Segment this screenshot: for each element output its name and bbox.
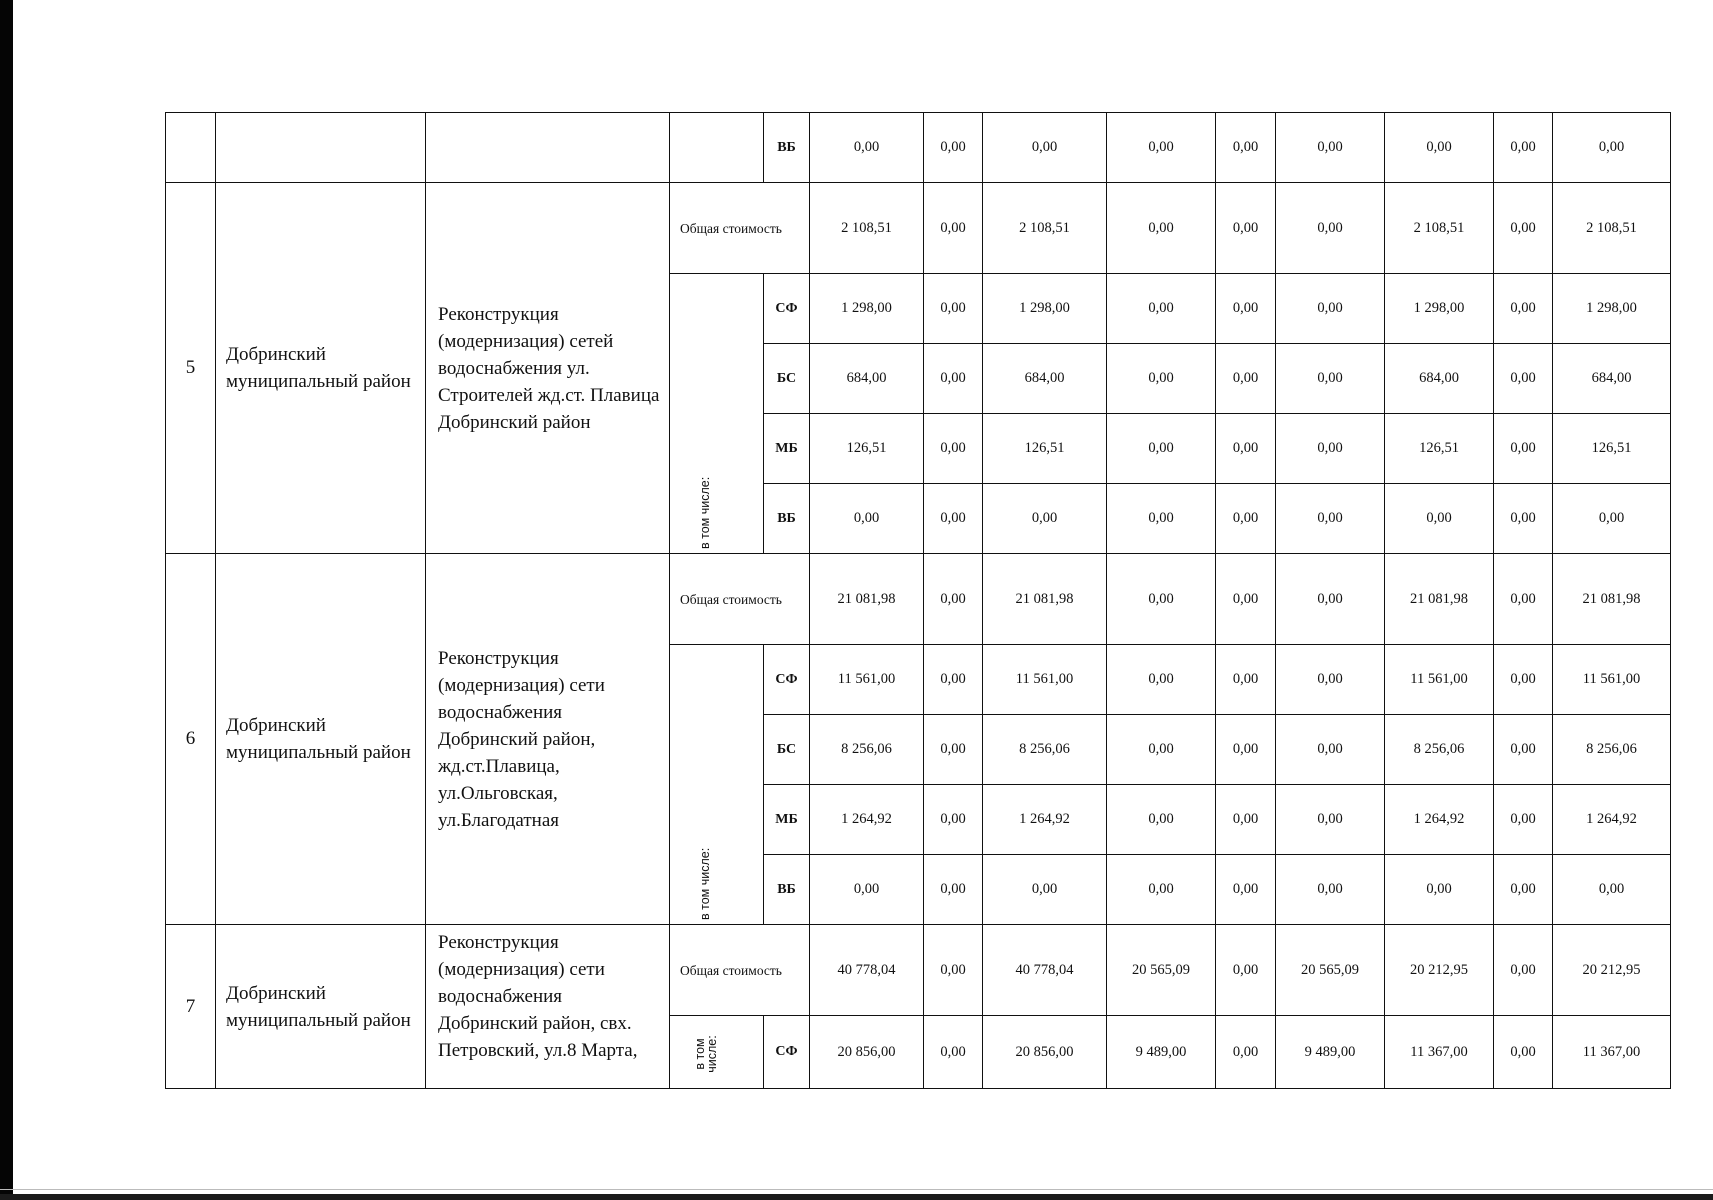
amount-cell: 0,00 (1494, 414, 1553, 484)
amount-cell: 0,00 (1276, 785, 1385, 855)
amount-cell: 0,00 (1385, 855, 1494, 925)
object-name: Реконструкция (модернизация) сети водоснабжения Добринский район, свх. Петровский, ул.8 Марта, (426, 925, 670, 1089)
fund-source-code: ВБ (764, 113, 810, 183)
amount-cell: 0,00 (924, 554, 983, 645)
amount-cell: 2 108,51 (1385, 183, 1494, 274)
amount-cell: 0,00 (983, 484, 1107, 554)
amount-cell: 40 778,04 (983, 925, 1107, 1016)
empty-object-cell (426, 113, 670, 183)
amount-cell: 0,00 (1107, 715, 1216, 785)
amount-cell: 1 298,00 (1385, 274, 1494, 344)
amount-cell: 0,00 (924, 274, 983, 344)
amount-cell: 0,00 (1276, 344, 1385, 414)
amount-cell: 2 108,51 (1553, 183, 1671, 274)
amount-cell: 684,00 (1553, 344, 1671, 414)
including-label-cell (670, 645, 764, 925)
amount-cell: 0,00 (1216, 484, 1276, 554)
object-name: Реконструкция (модернизация) сети водоснабжения Добринский район, жд.ст.Плавица, ул.Ольговская, ул.Благодатная (426, 554, 670, 925)
amount-cell: 0,00 (1107, 113, 1216, 183)
fund-source-code: ВБ (764, 484, 810, 554)
amount-cell: 0,00 (1276, 183, 1385, 274)
scan-bottom-edge (0, 1194, 1713, 1200)
amount-cell: 0,00 (1494, 925, 1553, 1016)
amount-cell: 0,00 (924, 183, 983, 274)
amount-cell: 0,00 (1494, 785, 1553, 855)
amount-cell: 11 367,00 (1385, 1016, 1494, 1089)
amount-cell: 0,00 (1216, 274, 1276, 344)
amount-cell: 684,00 (983, 344, 1107, 414)
amount-cell: 0,00 (1494, 344, 1553, 414)
amount-cell: 0,00 (1494, 484, 1553, 554)
amount-cell: 21 081,98 (810, 554, 924, 645)
amount-cell: 8 256,06 (810, 715, 924, 785)
amount-cell: 0,00 (1276, 855, 1385, 925)
total-cost-label: Общая стоимость (670, 925, 810, 1016)
district-name: Добринский муниципальный район (216, 925, 426, 1089)
amount-cell: 0,00 (1276, 274, 1385, 344)
amount-cell: 1 264,92 (1385, 785, 1494, 855)
amount-cell: 8 256,06 (983, 715, 1107, 785)
amount-cell: 0,00 (1494, 1016, 1553, 1089)
amount-cell: 20 856,00 (983, 1016, 1107, 1089)
amount-cell: 0,00 (810, 855, 924, 925)
amount-cell: 0,00 (1276, 554, 1385, 645)
amount-cell: 0,00 (1276, 113, 1385, 183)
amount-cell: 684,00 (1385, 344, 1494, 414)
amount-cell: 11 561,00 (1385, 645, 1494, 715)
amount-cell: 0,00 (1494, 183, 1553, 274)
amount-cell: 0,00 (1216, 785, 1276, 855)
fund-source-code: ВБ (764, 855, 810, 925)
amount-cell: 0,00 (1216, 183, 1276, 274)
amount-cell: 1 298,00 (1553, 274, 1671, 344)
table-row (166, 554, 1671, 645)
including-label: в том числе: (698, 847, 712, 920)
fund-source-code: БС (764, 715, 810, 785)
fund-source-code: СФ (764, 645, 810, 715)
amount-cell: 0,00 (1276, 484, 1385, 554)
amount-cell: 0,00 (1216, 113, 1276, 183)
amount-cell: 0,00 (1107, 855, 1216, 925)
fund-source-code: СФ (764, 274, 810, 344)
amount-cell: 0,00 (1216, 344, 1276, 414)
amount-cell: 0,00 (1216, 554, 1276, 645)
amount-cell: 0,00 (1107, 274, 1216, 344)
amount-cell: 0,00 (924, 344, 983, 414)
amount-cell: 8 256,06 (1385, 715, 1494, 785)
fund-source-code: МБ (764, 414, 810, 484)
amount-cell: 0,00 (1216, 715, 1276, 785)
amount-cell: 0,00 (1107, 785, 1216, 855)
amount-cell: 11 561,00 (983, 645, 1107, 715)
amount-cell: 0,00 (1107, 554, 1216, 645)
amount-cell: 20 856,00 (810, 1016, 924, 1089)
amount-cell: 0,00 (924, 414, 983, 484)
including-label-cell (670, 1016, 764, 1089)
amount-cell: 20 565,09 (1276, 925, 1385, 1016)
amount-cell: 0,00 (1553, 113, 1671, 183)
including-label: в том числе: (693, 1035, 719, 1073)
row-number: 5 (166, 183, 216, 554)
amount-cell: 9 489,00 (1276, 1016, 1385, 1089)
amount-cell: 0,00 (924, 484, 983, 554)
amount-cell: 0,00 (924, 113, 983, 183)
row-number: 7 (166, 925, 216, 1089)
empty-district-cell (216, 113, 426, 183)
amount-cell: 0,00 (1494, 645, 1553, 715)
amount-cell: 20 212,95 (1385, 925, 1494, 1016)
empty-label-cell (670, 113, 764, 183)
amount-cell: 0,00 (1553, 484, 1671, 554)
fund-source-code: СФ (764, 1016, 810, 1089)
amount-cell: 0,00 (1494, 113, 1553, 183)
amount-cell: 0,00 (983, 855, 1107, 925)
amount-cell: 0,00 (1276, 715, 1385, 785)
amount-cell: 0,00 (924, 1016, 983, 1089)
amount-cell: 20 565,09 (1107, 925, 1216, 1016)
amount-cell: 0,00 (924, 855, 983, 925)
amount-cell: 21 081,98 (1553, 554, 1671, 645)
amount-cell: 0,00 (1107, 414, 1216, 484)
table-row (166, 183, 1671, 274)
amount-cell: 126,51 (1553, 414, 1671, 484)
amount-cell: 684,00 (810, 344, 924, 414)
amount-cell: 0,00 (1107, 484, 1216, 554)
amount-cell: 0,00 (1216, 925, 1276, 1016)
amount-cell: 0,00 (1107, 645, 1216, 715)
amount-cell: 126,51 (810, 414, 924, 484)
amount-cell: 9 489,00 (1107, 1016, 1216, 1089)
amount-cell: 0,00 (1107, 344, 1216, 414)
total-cost-label: Общая стоимость (670, 554, 810, 645)
amount-cell: 0,00 (1553, 855, 1671, 925)
empty-idx-cell (166, 113, 216, 183)
amount-cell: 20 212,95 (1553, 925, 1671, 1016)
financing-table (165, 112, 1671, 1089)
amount-cell: 2 108,51 (983, 183, 1107, 274)
amount-cell: 0,00 (1494, 274, 1553, 344)
including-label: в том числе: (698, 476, 712, 549)
amount-cell: 2 108,51 (810, 183, 924, 274)
amount-cell: 0,00 (1216, 855, 1276, 925)
amount-cell: 21 081,98 (983, 554, 1107, 645)
amount-cell: 1 298,00 (810, 274, 924, 344)
amount-cell: 0,00 (924, 785, 983, 855)
amount-cell: 21 081,98 (1385, 554, 1494, 645)
fund-source-code: МБ (764, 785, 810, 855)
amount-cell: 0,00 (1216, 1016, 1276, 1089)
scan-left-edge (0, 0, 13, 1200)
table-row (166, 925, 1671, 1016)
amount-cell: 11 561,00 (810, 645, 924, 715)
amount-cell: 8 256,06 (1553, 715, 1671, 785)
amount-cell: 0,00 (1494, 554, 1553, 645)
amount-cell: 0,00 (924, 715, 983, 785)
district-name: Добринский муниципальный район (216, 554, 426, 925)
amount-cell: 0,00 (810, 113, 924, 183)
row-number: 6 (166, 554, 216, 925)
table-row (166, 113, 1671, 183)
amount-cell: 0,00 (810, 484, 924, 554)
amount-cell: 0,00 (1216, 645, 1276, 715)
amount-cell: 0,00 (1216, 414, 1276, 484)
amount-cell: 0,00 (1385, 113, 1494, 183)
amount-cell: 1 298,00 (983, 274, 1107, 344)
district-name: Добринский муниципальный район (216, 183, 426, 554)
object-name: Реконструкция (модернизация) сетей водоснабжения ул. Строителей жд.ст. Плавица Добринский район (426, 183, 670, 554)
scan-line (0, 1189, 1713, 1190)
total-cost-label: Общая стоимость (670, 183, 810, 274)
table-body (166, 113, 1671, 1089)
amount-cell: 11 367,00 (1553, 1016, 1671, 1089)
amount-cell: 0,00 (1276, 645, 1385, 715)
amount-cell: 0,00 (1276, 414, 1385, 484)
amount-cell: 0,00 (1494, 855, 1553, 925)
fund-source-code: БС (764, 344, 810, 414)
amount-cell: 126,51 (983, 414, 1107, 484)
amount-cell: 0,00 (924, 925, 983, 1016)
amount-cell: 0,00 (1494, 715, 1553, 785)
amount-cell: 1 264,92 (1553, 785, 1671, 855)
amount-cell: 1 264,92 (983, 785, 1107, 855)
amount-cell: 11 561,00 (1553, 645, 1671, 715)
amount-cell: 0,00 (1107, 183, 1216, 274)
including-label-cell (670, 274, 764, 554)
amount-cell: 40 778,04 (810, 925, 924, 1016)
amount-cell: 0,00 (983, 113, 1107, 183)
amount-cell: 126,51 (1385, 414, 1494, 484)
amount-cell: 0,00 (924, 645, 983, 715)
amount-cell: 0,00 (1385, 484, 1494, 554)
amount-cell: 1 264,92 (810, 785, 924, 855)
